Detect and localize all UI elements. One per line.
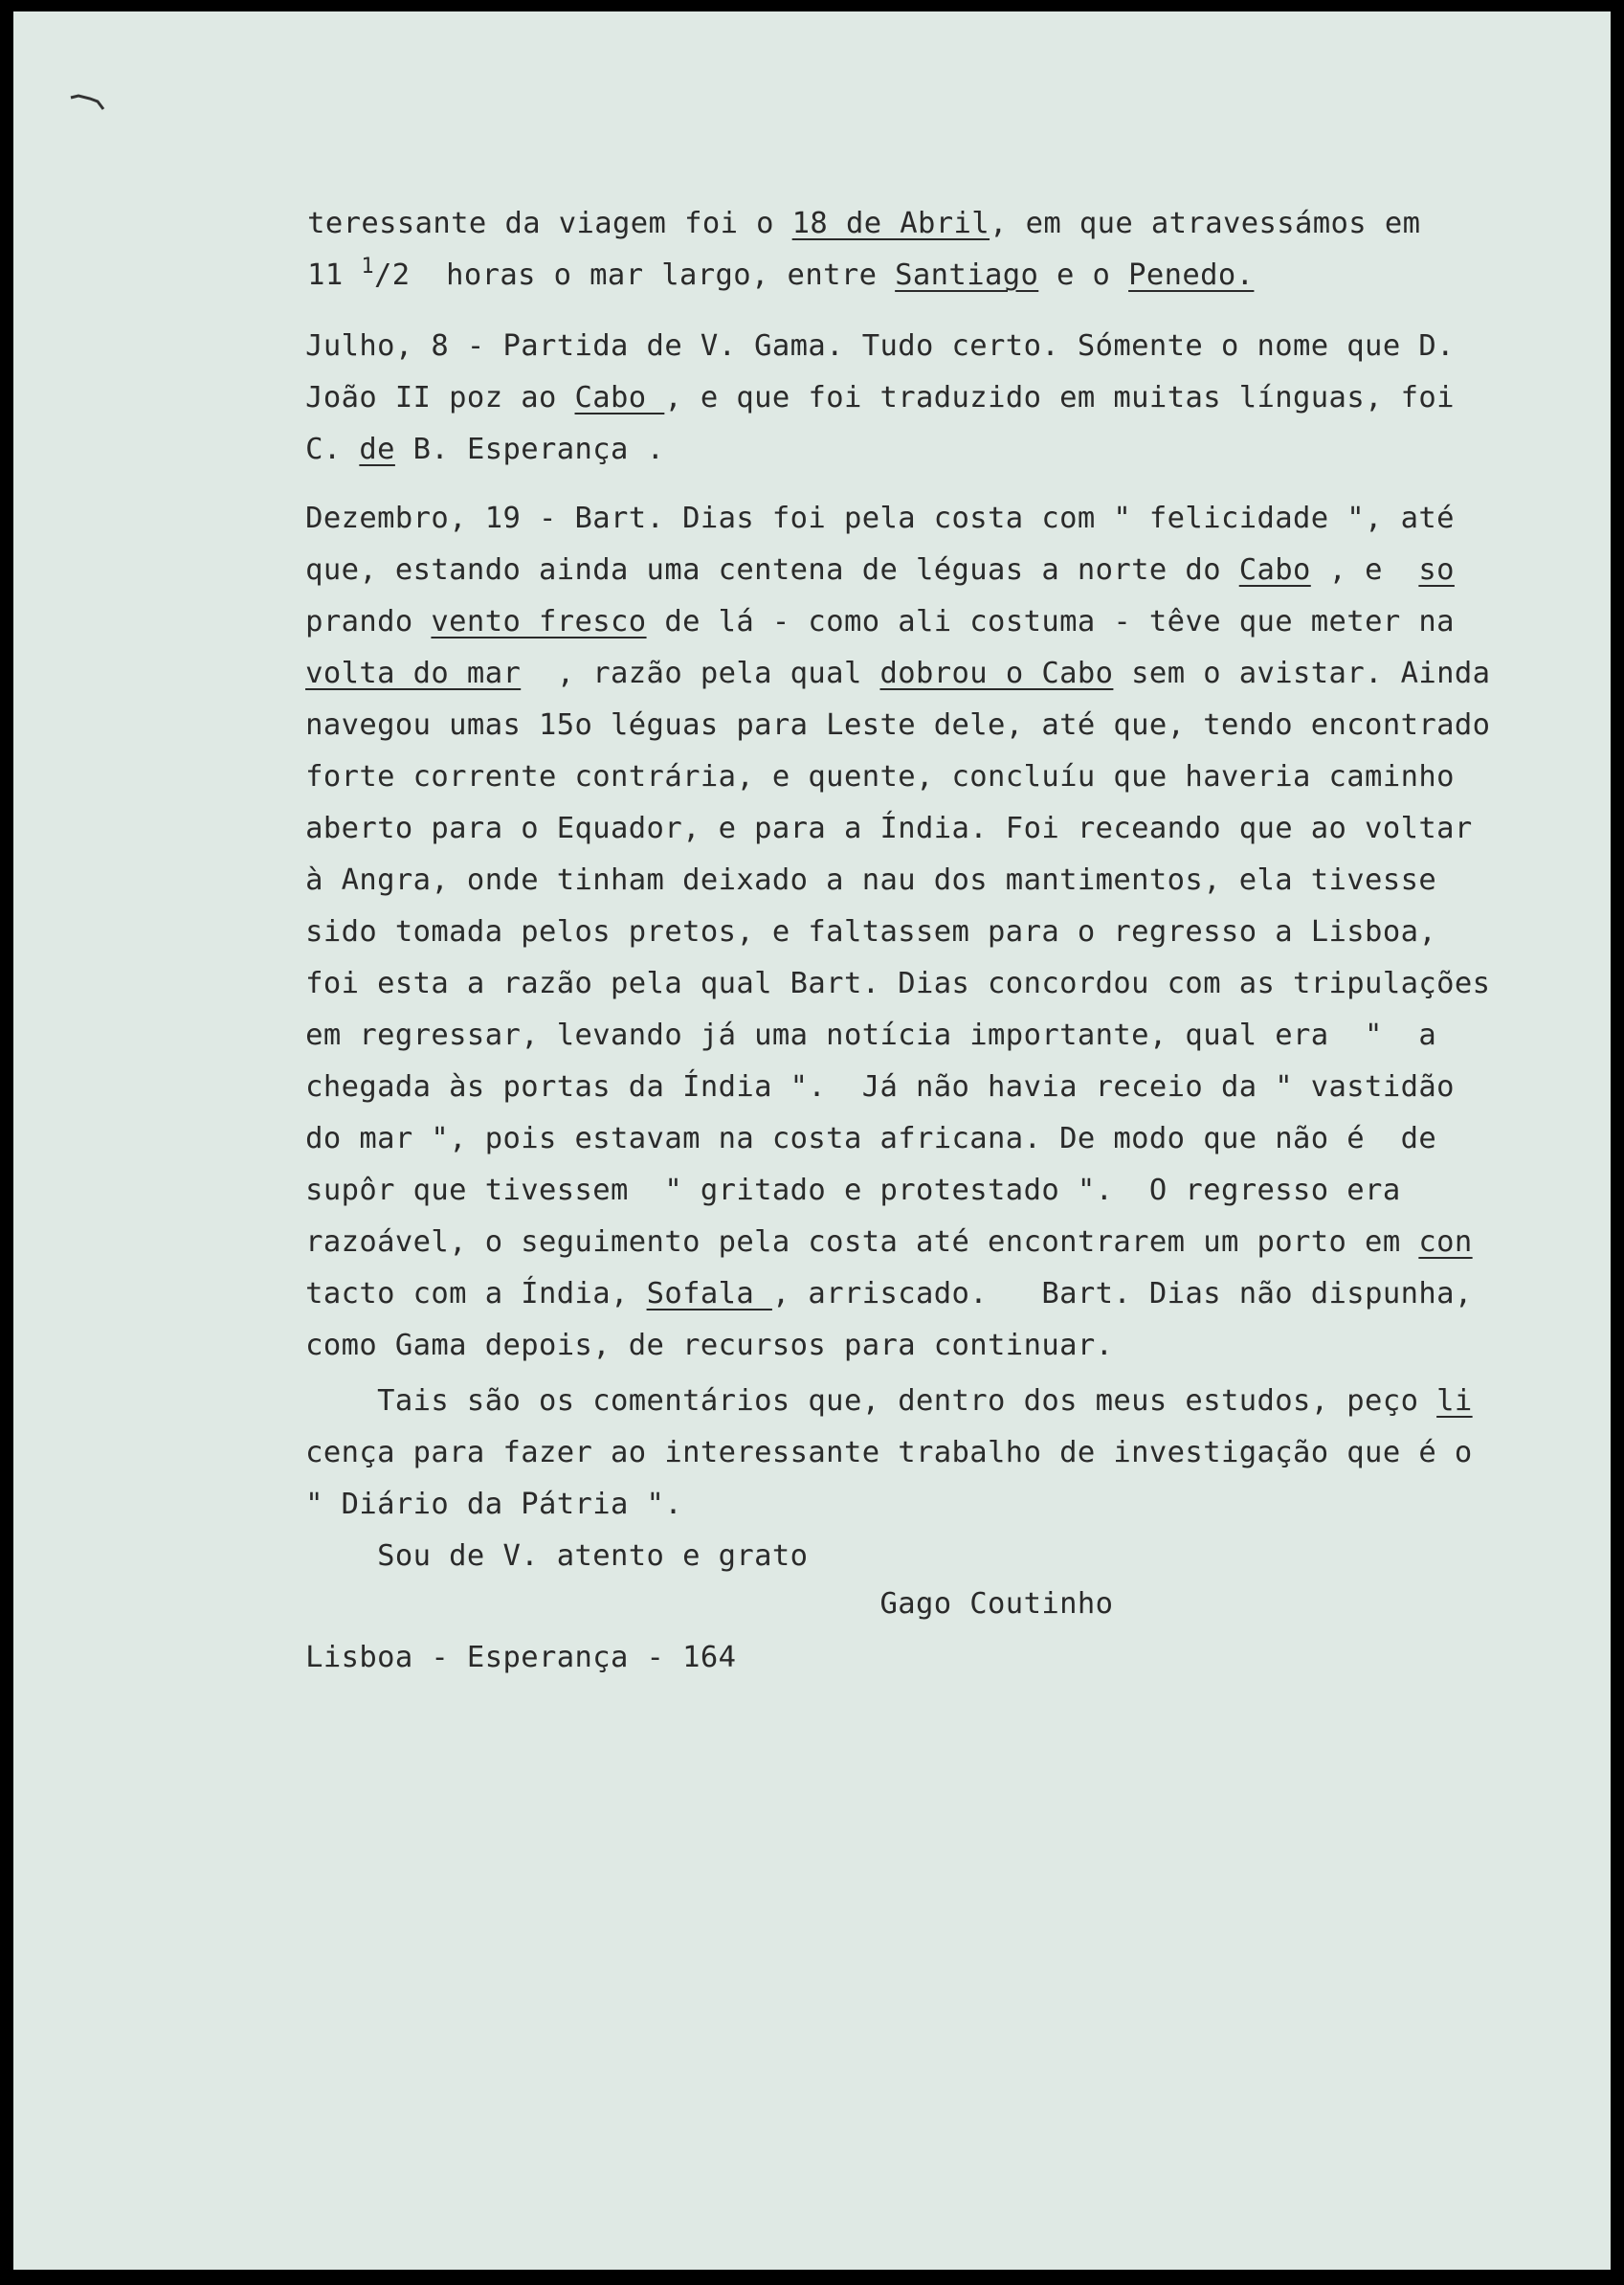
text-span: 11 (307, 258, 362, 292)
underlined-span: li (1436, 1384, 1473, 1418)
text-line (234, 772, 1473, 845)
text-line (234, 1288, 1114, 1362)
underlined-span: volta do mar (305, 657, 522, 690)
signature-text: Gago Coutinho (305, 1587, 1114, 1621)
text-span: que, estando ainda uma centena de léguas a norte do (305, 553, 1239, 587)
text-span: , e (1310, 553, 1419, 587)
text-span: como Gama depois, de recursos para continuar. (305, 1329, 1114, 1362)
text-span: razoável, o seguimento pela costa até encontrarem um porto em (305, 1225, 1419, 1259)
underlined-span: Cabo (574, 381, 665, 414)
text-span: B. Esperança . (394, 433, 665, 466)
text-line (234, 565, 1455, 638)
text-span: , razão pela qual (521, 657, 880, 690)
typewritten-page (13, 11, 1611, 2270)
text-span: sido tomada pelos pretos, e faltassem para o regresso a Lisboa, (305, 915, 1437, 949)
text-span: navegou umas 15o léguas para Leste dele, até que, tendo encontrado (305, 708, 1491, 742)
text-line (234, 1082, 1437, 1155)
text-line (234, 341, 1455, 414)
superscript-span: 1 (361, 255, 375, 279)
text-line (234, 1185, 1473, 1259)
text-span: em regressar, levando já uma notícia importante, qual era " a (305, 1019, 1437, 1052)
text-span: aberto para o Equador, e para a Índia. Foi receando que ao voltar (305, 812, 1473, 845)
text-span: à Angra, onde tinham deixado a nau dos mantimentos, ela tivesse (305, 863, 1437, 897)
underlined-span: Sofala (646, 1277, 772, 1311)
text-span: , e que foi traduzido em muitas línguas, foi (664, 381, 1455, 414)
text-line (234, 616, 1491, 690)
underlined-span: Cabo (1238, 553, 1311, 587)
text-line (234, 1396, 1473, 1469)
text-line (234, 823, 1437, 897)
text-span: /2 horas o mar largo, entre (374, 258, 896, 292)
text-line (234, 392, 665, 466)
text-span: supôr que tivessem " gritado e protestado ". O regresso era (305, 1174, 1401, 1207)
text-line (234, 461, 1455, 535)
text-line (234, 513, 1455, 587)
text-line (234, 1030, 1455, 1104)
text-line (234, 1133, 1401, 1207)
text-span: sem o avistar. Ainda (1113, 657, 1491, 690)
text-line (234, 289, 1455, 363)
text-line (234, 927, 1491, 1000)
text-span: C. (305, 433, 360, 466)
corner-ink-mark (69, 84, 136, 123)
text-span: foi esta a razão pela qual Bart. Dias concordou com as tripulações (305, 967, 1491, 1000)
text-line (234, 1237, 1473, 1311)
text-line (234, 720, 1455, 794)
underlined-span: dobrou o Cabo (879, 657, 1114, 690)
text-span: chegada às portas da Índia ". Já não havia receio da " vastidão (305, 1070, 1455, 1104)
text-line (234, 1344, 1473, 1418)
underlined-span: Santiago (895, 258, 1039, 292)
address-line (234, 1601, 737, 1674)
text-span: , em que atravessámos em (990, 207, 1421, 240)
text-line (235, 167, 1421, 240)
address-text: Lisboa - Esperança - 164 (305, 1641, 737, 1674)
underlined-span: 18 de Abril (791, 207, 990, 240)
text-line (234, 668, 1491, 742)
text-span: João II poz ao (305, 381, 575, 414)
underlined-span: de (359, 433, 395, 466)
text-line (234, 1499, 809, 1573)
text-span: Tais são os comentários que, dentro dos meus estudos, peço (305, 1384, 1437, 1418)
signature-line (234, 1547, 1114, 1621)
text-span: Sou de V. atento e grato (305, 1539, 809, 1573)
text-span: Dezembro, 19 - Bart. Dias foi pela costa com " felicidade ", até (305, 502, 1455, 535)
text-span: do mar ", pois estavam na costa africana. De modo que não é de (305, 1122, 1437, 1155)
underlined-span: so (1418, 553, 1455, 587)
underlined-span: vento fresco (431, 605, 647, 638)
text-span: teressante da viagem foi o (307, 207, 792, 240)
underlined-span: Penedo. (1128, 258, 1255, 292)
underlined-span: con (1418, 1225, 1473, 1259)
text-line (235, 218, 1255, 292)
text-span: cença para fazer ao interessante trabalho de investigação que é o (305, 1436, 1473, 1469)
text-span: Julho, 8 - Partida de V. Gama. Tudo certo. Sómente o nome que D. (305, 329, 1455, 363)
text-line (234, 978, 1437, 1052)
text-span: " Diário da Pátria ". (305, 1488, 683, 1521)
text-span: prando (305, 605, 432, 638)
text-line (234, 1447, 683, 1521)
text-span: tacto com a Índia, (305, 1277, 647, 1311)
text-span: de lá - como ali costuma - têve que meter na (646, 605, 1455, 638)
text-span: forte corrente contrária, e quente, concluíu que haveria caminho (305, 760, 1455, 794)
text-span: e o (1038, 258, 1129, 292)
text-span: , arriscado. Bart. Dias não dispunha, (771, 1277, 1473, 1311)
text-line (234, 875, 1437, 949)
